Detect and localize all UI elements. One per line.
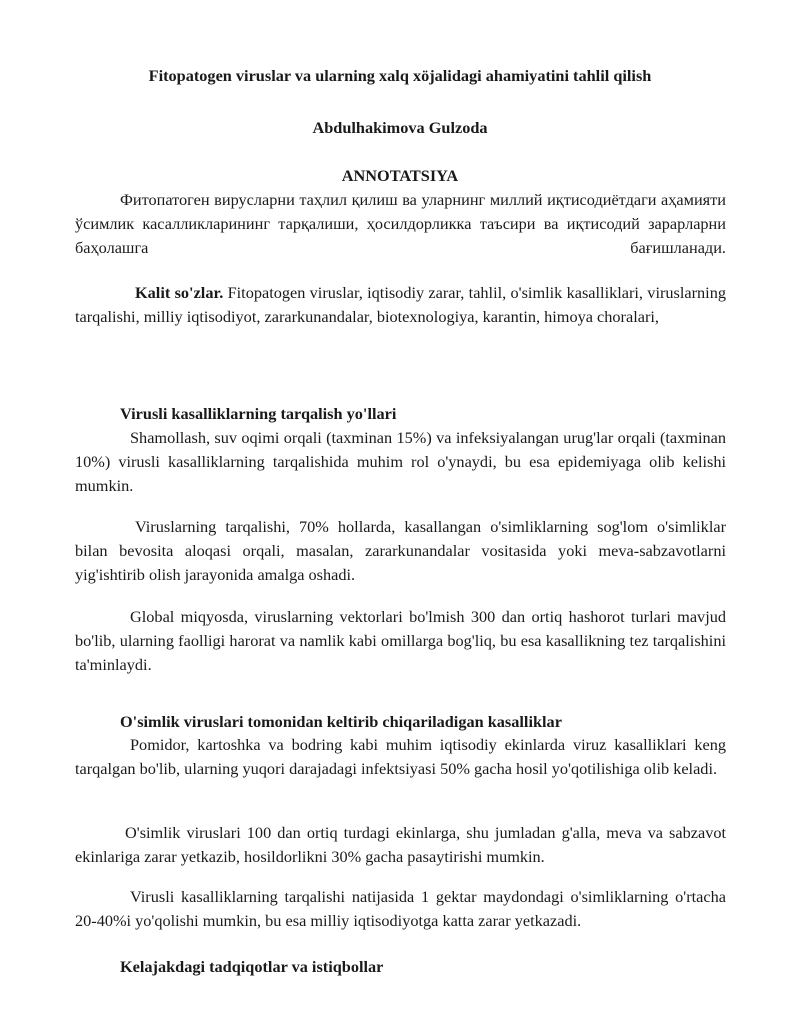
section-heading-spread: Virusli kasalliklarning tarqalish yo'llari [120,404,397,423]
keywords-label: Kalit so'zlar. [135,283,224,302]
section-paragraph: Pomidor, kartoshka va bodring kabi muhim iqtisodiy ekinlarda viruz kasalliklari keng tarqalgan bo'lib, ularning yuqori darajadagi infektsiyasi 50% gacha hosil yo'qotilishiga olib keladi. [75,735,726,778]
section-heading-diseases: O'simlik viruslari tomonidan keltirib chiqariladigan kasalliklar [120,712,562,731]
document-title: Fitopatogen viruslar va ularning xalq xöjalidagi ahamiyatini tahlil qilish [148,66,652,85]
section-paragraph: Virusli kasalliklarning tarqalishi natijasida 1 gektar maydondagi o'simliklarning o'rtacha 20-40%i yo'qolishi mumkin, bu esa milliy iqtisodiyotga katta zarar yetkazadi. [75,887,726,930]
section-paragraph: Global miqyosda, viruslarning vektorlari bo'lmish 300 dan ortiq hashorot turlari mavjud bo'lib, ularning faolligi harorat va namlik kabi omillarga bog'liq, bu esa kasallikning tez tarqalishini ta'minlaydi. [75,607,726,674]
section-paragraph: Shamollash, suv oqimi orqali (taxminan 15%) va infeksiyalangan urug'lar orqali (taxminan 10%) virusli kasalliklarning tarqalishida muhim rol o'ynaydi, bu esa epidemiyaga olib kelishi mumkin. [75,428,726,495]
section-paragraph: Viruslarning tarqalishi, 70% hollarda, kasallangan o'simliklarning sog'lom o'simliklar bilan bevosita aloqasi orqali, masalan, zararkunandalar vositasida yoki meva-sabzavotlarni yig'ishtirib olish jarayonida amalga oshadi. [75,517,726,584]
annotation-text: Фитопатоген вирусларни таҳлил қилиш ва уларнинг миллий иқтисодиётдаги аҳамияти ўсимлик касалликларининг тарқалиши, ҳосилдорликка таъсири ва иқтисодий зарарларни баҳолашга бағишланади. [75,190,726,257]
annotation-heading: ANNOTATSIYA [341,166,459,185]
keywords-paragraph [75,281,726,329]
keywords-text: Fitopatogen viruslar, iqtisodiy zarar, tahlil, o'simlik kasalliklari, viruslarning tarqalishi, milliy iqtisodiyot, zararkunandalar, biotexnologiya, karantin, himoya choralari, [75,283,726,326]
section-paragraph: O'simlik viruslari 100 dan ortiq turdagi ekinlarga, shu jumladan g'alla, meva va sabzavot ekinlariga zarar yetkazib, hosildorlikni 30% gacha pasaytirishi mumkin. [75,823,726,866]
section-heading-future: Kelajakdagi tadqiqotlar va istiqbollar [120,957,384,976]
author-name: Abdulhakimova Gulzoda [312,118,488,137]
